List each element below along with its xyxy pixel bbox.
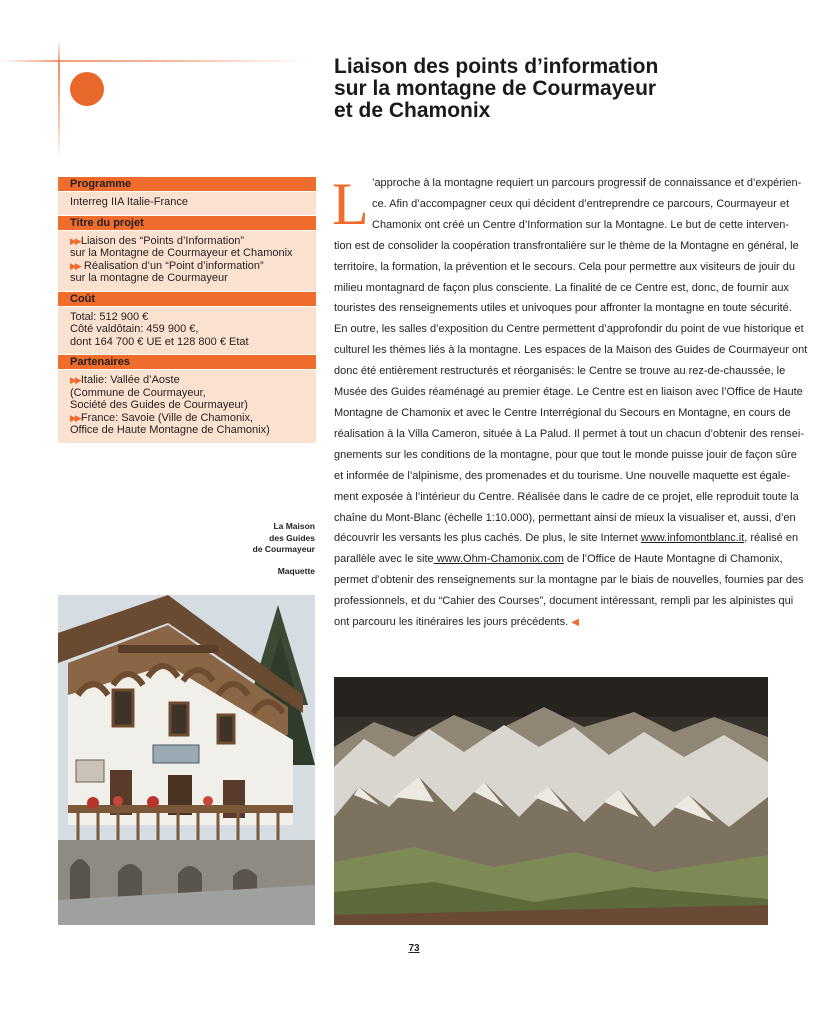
body-line: réalisation à la Villa Cameron, située à La Palud. Il permet à tout un chacun d’obtenir des rensei- xyxy=(334,427,805,440)
body-line: permet d’obtenir des renseignements sur la montagne par le biais de nouvelles, fournies par des xyxy=(334,574,804,587)
link-ohm-chamonix[interactable]: www.Ohm-Chamonix.com xyxy=(433,553,564,566)
body-line: touristes des renseignements utiles et univoques pour affronter la montagne en toute sécurité. xyxy=(334,302,792,315)
body-line: ’approche à la montagne requiert un parcours progressif de connaissance et d’expérien- xyxy=(372,177,802,189)
sidebar-line-text: France: Savoie (Ville de Chamonix, xyxy=(80,411,254,424)
body-line xyxy=(334,612,770,634)
body-line: ment exposée à l’intérieur du Centre. Réalisée dans le cadre de ce projet, elle reproduit toute la xyxy=(334,490,799,503)
sidebar-heading-programme: Programme xyxy=(58,177,316,192)
caption-line: des Guides xyxy=(269,532,315,543)
body-text-fragment: de l’Office de Haute Montagne di Chamonix, xyxy=(563,553,783,566)
photo-maquette-mont-blanc xyxy=(334,677,768,925)
double-arrow-icon: ▶▶ xyxy=(70,235,80,246)
sidebar-line: sur la montagne de Courmayeur xyxy=(70,272,228,284)
body-line xyxy=(334,528,799,549)
body-text-fragment: parallèle avec le site xyxy=(334,553,434,566)
mountain-model-illustration xyxy=(334,677,768,925)
body-line: Chamonix ont créé un Centre d’Information sur la Montagne. Le but de cette interven- xyxy=(372,218,790,231)
body-text-fragment: , réalisé en xyxy=(744,532,799,545)
photo-maison-des-guides xyxy=(58,595,315,925)
decorative-vertical-line xyxy=(58,40,60,160)
body-text-fragment: ont parcouru les itinéraires les jours précédents. xyxy=(334,616,569,629)
sidebar-line-text: Réalisation d’un “Point d’information” xyxy=(80,259,264,272)
body-line: Montagne de Chamonix et avec le Centre Interrégional du Secours en Montagne, en cours de xyxy=(334,406,791,419)
sidebar-line: Office de Haute Montagne de Chamonix) xyxy=(70,424,270,436)
body-line: Musée des Guides réaménagé au premier étage. Le Centre est en liaison avec l’Office de Haute xyxy=(334,386,803,399)
double-arrow-icon: ▶▶ xyxy=(70,375,80,385)
body-line: ce. Afin d’accompagner ceux qui décident d’entreprendre ce parcours, Courmayeur et xyxy=(372,197,790,210)
sidebar-body-cout xyxy=(58,307,316,356)
sidebar-body-titre xyxy=(58,231,316,292)
house-illustration xyxy=(58,595,315,925)
link-infomontblanc[interactable]: www.infomontblanc.it xyxy=(640,532,745,545)
sidebar-line-text: Italie: Vallée d’Aoste xyxy=(80,374,180,386)
double-arrow-icon: ▶▶ xyxy=(70,412,80,423)
sidebar-line: Société des Guides de Courmayeur) xyxy=(70,399,248,411)
sidebar-line xyxy=(70,374,310,387)
double-arrow-icon: ▶▶ xyxy=(70,260,80,271)
body-line xyxy=(334,549,783,570)
sidebar-line: (Commune de Courmayeur, xyxy=(70,386,206,399)
sidebar-line xyxy=(70,412,310,425)
caption-line: La Maison xyxy=(273,521,315,531)
article-body xyxy=(332,171,808,634)
sidebar-heading-cout: Coût xyxy=(58,292,316,307)
sidebar-line: dont 164 700 € UE et 128 800 € Etat xyxy=(70,335,249,348)
body-line: et informée de l’alpinisme, des promenades et du tourisme. Une nouvelle maquette est égale- xyxy=(334,469,791,482)
sidebar-body-programme xyxy=(58,192,316,216)
photo-caption xyxy=(230,521,315,577)
sidebar-line: Côté valdôtain: 459 900 €, xyxy=(70,323,199,335)
body-text-fragment: découvrir les versants les plus cachés. De plus, le site Internet xyxy=(334,532,641,545)
title-line: sur la montagne de Courmayeur xyxy=(334,77,657,100)
body-line: professionnels, et du “Cahier des Courses”, document intéressant, rempli par les alpinistes qui xyxy=(334,595,794,608)
sidebar-heading-partenaires: Partenaires xyxy=(58,355,316,370)
sidebar-line xyxy=(70,235,310,248)
body-line: tion est de consolider la coopération transfrontalière sur le thème de la Montagne en général, le xyxy=(334,239,799,252)
body-line: chaîne du Mont-Blanc (échelle 1:10.000), permettant ainsi de mieux la visualiser et, aussi, d’en xyxy=(334,511,796,524)
sidebar-line: Interreg IIA Italie-France xyxy=(70,196,188,208)
sidebar-body-partenaires xyxy=(58,370,316,444)
caption-line-model: Maquette xyxy=(277,565,315,576)
title-line: Liaison des points d’information xyxy=(334,55,659,78)
title-line: et de Chamonix xyxy=(334,99,491,122)
body-line: culturel les thèmes liés à la montagne. Les espaces de la Maison des Guides de Courmayeur ont xyxy=(334,344,808,357)
body-line: milieu montagnard de façon plus consciente. La finalité de ce Centre est, donc, de fournir aux xyxy=(334,281,789,294)
body-line: En outre, les salles d’exposition du Centre permettent d’approfondir du point de vue historique et xyxy=(334,323,804,336)
page-title xyxy=(334,56,754,122)
project-info-sidebar xyxy=(58,177,316,444)
drop-cap: L xyxy=(332,171,369,237)
sidebar-line: sur la Montagne de Courmayeur et Chamonix xyxy=(70,247,293,259)
sidebar-line: Total: 512 900 € xyxy=(70,310,149,323)
body-line: territoire, la formation, la prévention et le secours. Cela pour permettre aux visiteurs de jouir du xyxy=(334,260,795,273)
decorative-orange-dot xyxy=(70,72,104,106)
end-triangle-icon: ◀ xyxy=(571,617,579,629)
page-number: 73 xyxy=(408,943,420,954)
decorative-horizontal-line xyxy=(0,60,310,62)
sidebar-line-text: Liaison des “Points d’Information” xyxy=(80,234,245,247)
sidebar-line xyxy=(70,260,310,273)
body-line: donc été entièrement restructurés et réorganisés: le Centre se trouve au rez-de-chaussée, le xyxy=(334,365,786,378)
caption-line: de Courmayeur xyxy=(252,544,315,554)
sidebar-heading-titre: Titre du projet xyxy=(58,216,316,231)
body-line: gnements sur les conditions de la montagne, pour que tout le monde puisse jouir de façon sûre xyxy=(334,448,797,461)
